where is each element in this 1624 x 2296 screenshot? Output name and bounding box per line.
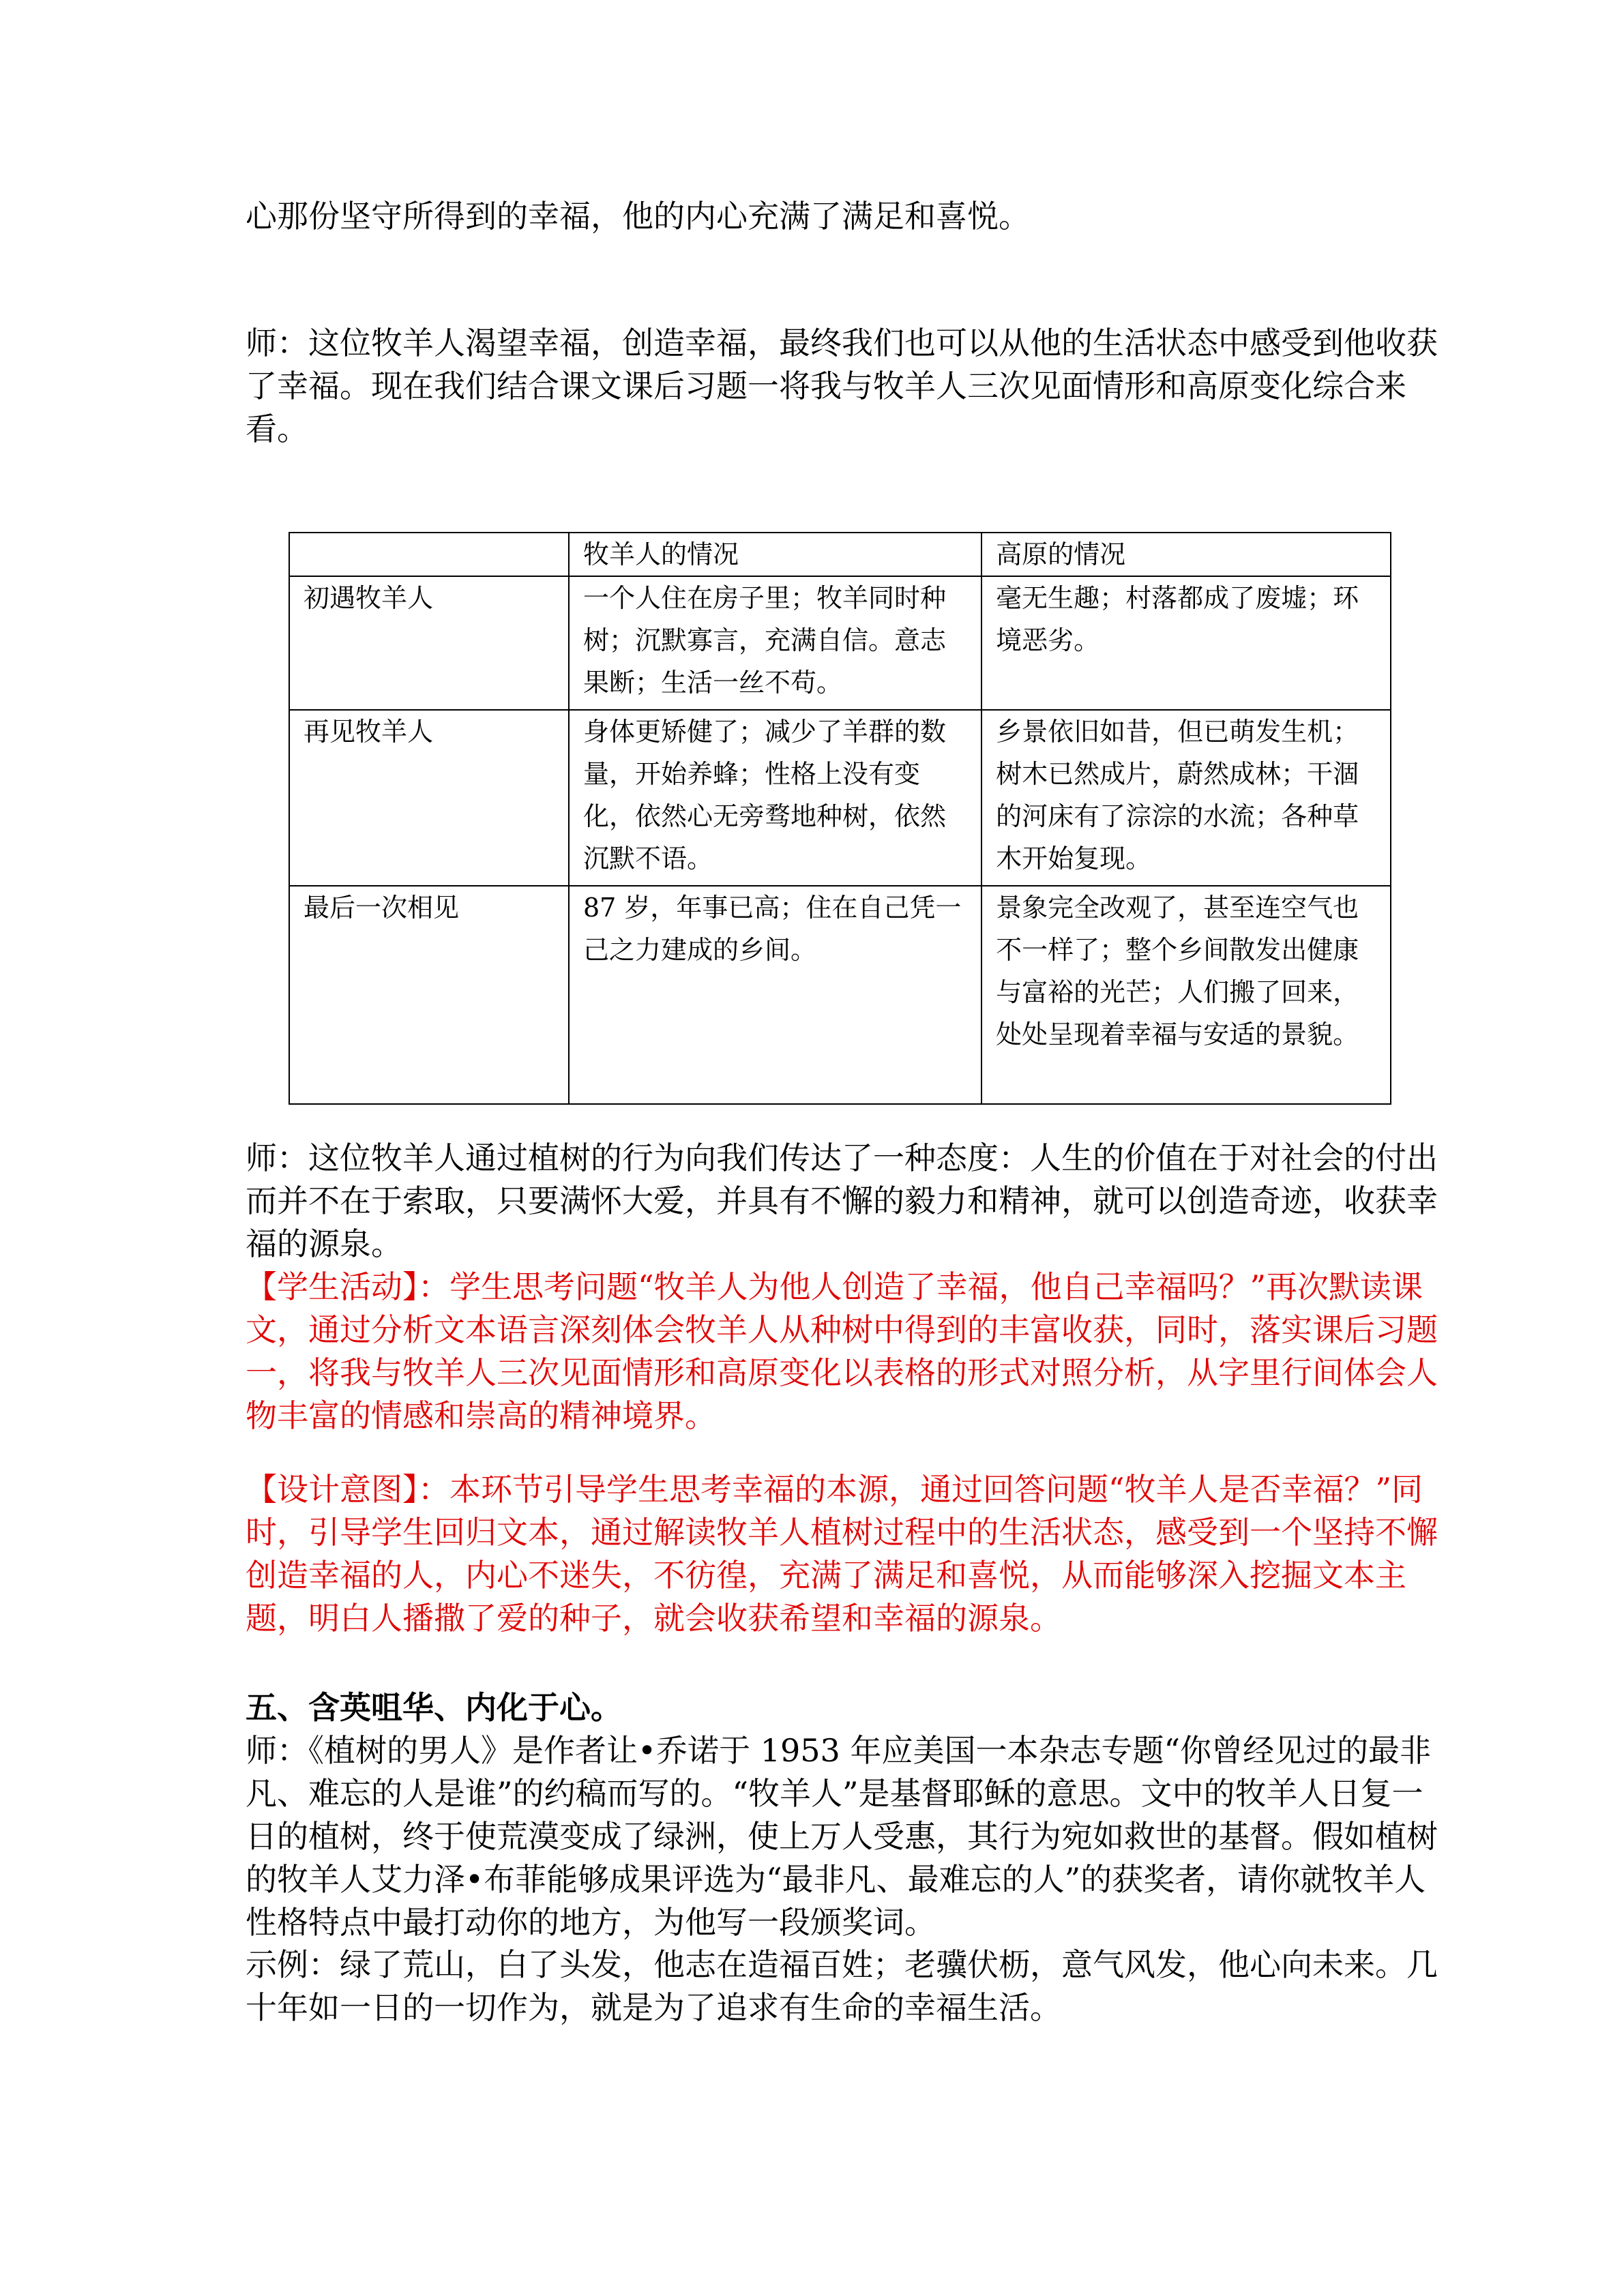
table-row <box>289 710 1391 886</box>
comparison-table <box>289 532 1391 1105</box>
plateau-cell: 毫无生趣；村落都成了废墟；环境恶劣。 <box>981 576 1391 710</box>
paragraph-teacher-3: 师：《植树的男人》是作者让•乔诺于 1953 年应美国一本杂志专题“你曾经见过的最非凡、难忘的人是谁”的约稿而写的。“牧羊人”是基督耶稣的意思。文中的牧羊人日复一日的植树，终于使荒漠变成了绿洲，使上万人受惠，其行为宛如救世的基督。假如植树的牧羊人艾力泽•布菲能够成果评选为“最非凡、最难忘的人”的获奖者，请你就牧羊人性格特点中最打动你的地方，为他写一段颁奖词。 <box>246 1732 1438 1941</box>
table-row <box>289 576 1391 710</box>
section-heading: 五、含英咀华、内化于心。 <box>246 1689 622 1726</box>
plateau-cell: 景象完全改观了，甚至连空气也不一样了；整个乡间散发出健康与富裕的光芒；人们搬了回来，处处呈现着幸福与安适的景貌。 <box>981 886 1391 1104</box>
row-label: 最后一次相见 <box>289 886 569 1104</box>
row-label: 再见牧羊人 <box>289 710 569 886</box>
table-row <box>289 886 1391 1104</box>
row-label: 初遇牧羊人 <box>289 576 569 710</box>
table-header-cell: 牧羊人的情况 <box>569 533 981 576</box>
table-header-cell: 高原的情况 <box>981 533 1391 576</box>
paragraph-intro: 心那份坚守所得到的幸福，他的内心充满了满足和喜悦。 <box>246 198 1030 235</box>
table-header-cell <box>289 533 569 576</box>
table-header-row <box>289 533 1391 576</box>
paragraph-teacher-2: 师：这位牧羊人通过植树的行为向我们传达了一种态度：人生的价值在于对社会的付出而并不在于索取，只要满怀大爱，并具有不懈的毅力和精神，就可以创造奇迹，收获幸福的源泉。 <box>246 1139 1438 1262</box>
example-paragraph: 示例：绿了荒山，白了头发，他志在造福百姓；老骥伏枥，意气风发，他心向未来。几十年如一日的一切作为，就是为了追求有生命的幸福生活。 <box>246 1946 1438 2026</box>
design-intent-paragraph: 【设计意图】：本环节引导学生思考幸福的本源，通过回答问题“牧羊人是否幸福？”同时，引导学生回归文本，通过解读牧羊人植树过程中的生活状态，感受到一个坚持不懈创造幸福的人，内心不迷失，不彷徨，充满了满足和喜悦，从而能够深入挖掘文本主题，明白人播撒了爱的种子，就会收获希望和幸福的源泉。 <box>246 1471 1438 1637</box>
shepherd-cell: 身体更矫健了；减少了羊群的数量，开始养蜂；性格上没有变化，依然心无旁骛地种树，依然沉默不语。 <box>569 710 981 886</box>
shepherd-cell: 一个人住在房子里；牧羊同时种树；沉默寡言，充满自信。意志果断；生活一丝不苟。 <box>569 576 981 710</box>
student-activity-paragraph: 【学生活动】：学生思考问题“牧羊人为他人创造了幸福，他自己幸福吗？”再次默读课文，通过分析文本语言深刻体会牧羊人从种树中得到的丰富收获，同时，落实课后习题一，将我与牧羊人三次见面情形和高原变化以表格的形式对照分析，从字里行间体会人物丰富的情感和崇高的精神境界。 <box>246 1268 1438 1434</box>
paragraph-teacher-1: 师：这位牧羊人渴望幸福，创造幸福，最终我们也可以从他的生活状态中感受到他收获了幸福。现在我们结合课文课后习题一将我与牧羊人三次见面情形和高原变化综合来看。 <box>246 325 1438 447</box>
shepherd-cell: 87 岁，年事已高；住在自己凭一己之力建成的乡间。 <box>569 886 981 1104</box>
plateau-cell: 乡景依旧如昔，但已萌发生机；树木已然成片，蔚然成林；干涸的河床有了淙淙的水流；各种草木开始复现。 <box>981 710 1391 886</box>
